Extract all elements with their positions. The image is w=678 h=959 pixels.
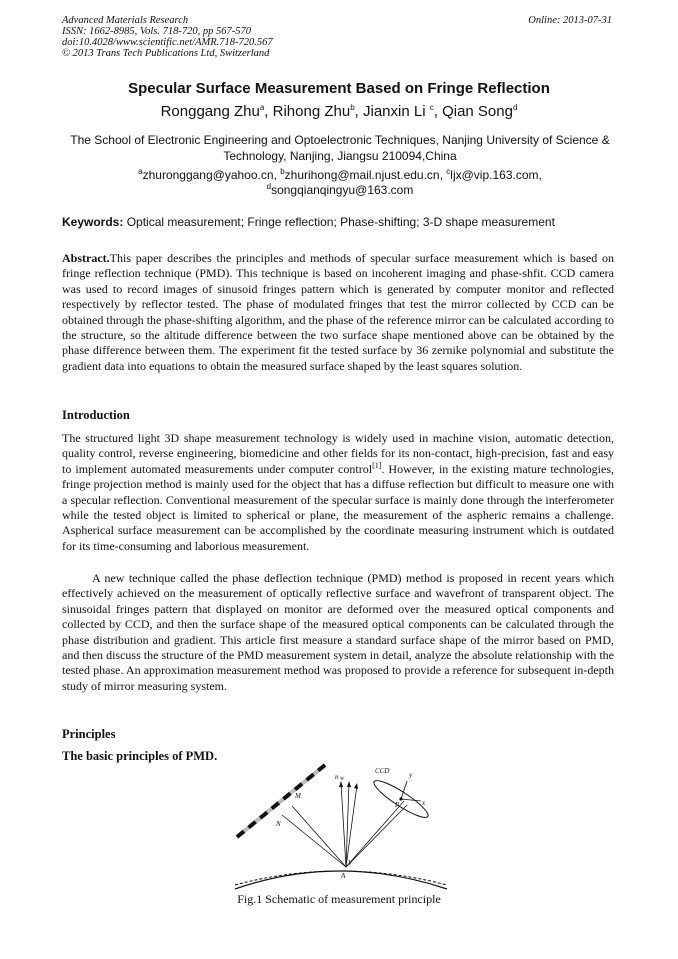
author-sup: c: [429, 103, 434, 112]
keywords: [62, 215, 622, 229]
author-name: Ronggang Zhu: [160, 103, 260, 120]
journal-header: [62, 15, 273, 59]
issn-line: ISSN: 1662-8985, Vols. 718-720, pp 567-570: [62, 26, 251, 37]
email-address: zhurihong@mail.njust.edu.cn: [284, 168, 440, 182]
affiliation: The School of Electronic Engineering and Optoelectronic Techniques, Nanjing University of Science & Technology, Nanjing, Jiangsu 210094,China: [70, 133, 610, 163]
label-x: x: [422, 799, 426, 807]
label-p: P: [395, 801, 400, 809]
keywords-label: Keywords:: [62, 215, 124, 229]
label-m: M: [295, 792, 301, 800]
email-address: ljx@vip.163.com: [450, 168, 539, 182]
label-ccd: CCD: [375, 767, 390, 775]
abstract-text: This paper describes the principles and methods of specular surface measurement which is based on fringe reflection technique (PMD). This technique is based on incoherent imaging and phase-shfit. CCD camera was used to record images of sinusoid fringes pattern which is generated by computer monitor and reflected respectively by reflector tested. The phase of modulated fringes that test the mirror collected by CCD can be obtained through the phase-shifting algorithm, and the phase of the reference mirror can be calculated according to the structure, so the altitude difference between the two surface shape mentioned above can be obtained by the phase difference between them. The experiment fit the tested surface by 36 zernike polynomial and substitute the gradient data into equations to obtain the measured surface shaped by the least squares solution.: [62, 251, 614, 373]
label-a: A: [341, 872, 346, 880]
intro-text: The structured light 3D shape measurement technology is widely used in machine vision, automatic detection, quality control, reverse engineering, biomedicine and other fields for its non-contact, high-precision, fast and easy to implement automated measurements under computer control: [62, 431, 614, 476]
introduction-heading: Introduction: [62, 408, 130, 422]
label-y: y: [409, 771, 413, 779]
author-name: Jianxin Li: [363, 103, 426, 120]
author-sup: b: [350, 103, 355, 112]
journal-name: Advanced Materials Research: [62, 15, 189, 26]
email-address: zhuronggang@yahoo.cn: [142, 168, 274, 182]
ccd-x-axis: [401, 799, 421, 801]
intro-paragraph-2: A new technique called the phase deflection technique (PMD) method is proposed in recent years which effectively achieved on the measurement of optically reflective surface and wavefront of transparent object. The sinusoidal fringes pattern that displayed on monitor are deformed over the measured optical components and collected by CCD, and then the surface shape of the measured optical components can be calculated through the phase distribution and gradient. This article first measure a standard surface shape of the mirror based on PMD, and then discuss the structure of the PMD measurement system in detail, analyze the absolute relationship with the tested phase. An approximation measurement method was proposed to provide a reference for subsequent in-depth study of mirror measuring system.: [62, 571, 614, 693]
ccd-y-axis: [401, 781, 407, 799]
email-sup: a: [138, 167, 143, 176]
keywords-text: Optical measurement; Fringe reflection; Phase-shifting; 3-D shape measurement: [126, 215, 555, 229]
label-normal: n: [335, 773, 339, 781]
author-name: Qian Song: [442, 103, 513, 120]
email-sup: d: [266, 182, 272, 191]
ccd-point-p: [399, 797, 402, 800]
pmd-schematic-figure: [229, 763, 451, 893]
monitor-screen: [237, 765, 325, 837]
label-normal-sub: W: [340, 777, 345, 782]
label-n: N: [276, 820, 281, 828]
email-list: $^a$zhuronggang@yahoo.cn, $^b$zhurihong@mail.njust.edu.cn, $^c$ljx@vip.163.com, $^d$songqianqingyu@163.com: [138, 167, 542, 197]
abstract-label: Abstract.: [62, 251, 110, 265]
email-sup: b: [280, 167, 285, 176]
paper-title: Specular Surface Measurement Based on Fringe Reflection: [128, 80, 550, 97]
label-v: V: [348, 859, 353, 867]
author-name: Rihong Zhu: [272, 103, 351, 120]
citation-ref: [1]: [372, 460, 382, 470]
intro-paragraph-1: [62, 431, 614, 554]
copyright-line: © 2013 Trans Tech Publications Ltd, Switzerland: [62, 48, 270, 59]
author-sup: a: [259, 103, 265, 112]
online-date: Online: 2013-07-31: [528, 15, 612, 26]
figure-caption: Fig.1 Schematic of measurement principle: [237, 892, 441, 906]
principles-heading: Principles: [62, 727, 116, 741]
email-address: songqianqingyu@163.com: [271, 183, 414, 197]
email-sup: c: [446, 167, 451, 176]
abstract: [62, 251, 614, 374]
author-sup: d: [512, 103, 518, 112]
author-list: Ronggang Zhu$^a$, Rihong Zhu$^b$, Jianxin Li $^c$, Qian Song$^d$: [160, 103, 518, 120]
principles-subheading: The basic principles of PMD.: [62, 749, 218, 763]
intro-text: . However, in the existing mature technologies, fringe projection method is mainly used for the object that has a diffuse reflection but difficult to measure one with a specular reflection. Conventional measurement of the specular surface is mainly done through the interferometer while the tested object is limited to spherical or plane, the measurement of the aspheric remains a challenge. Aspherical surface measurement can be accomplished by the coordinate measuring instrument which is outdated for its time-consuming and laborious measurement.: [62, 461, 614, 553]
doi-line: doi:10.4028/www.scientific.net/AMR.718-720.567: [62, 37, 273, 48]
